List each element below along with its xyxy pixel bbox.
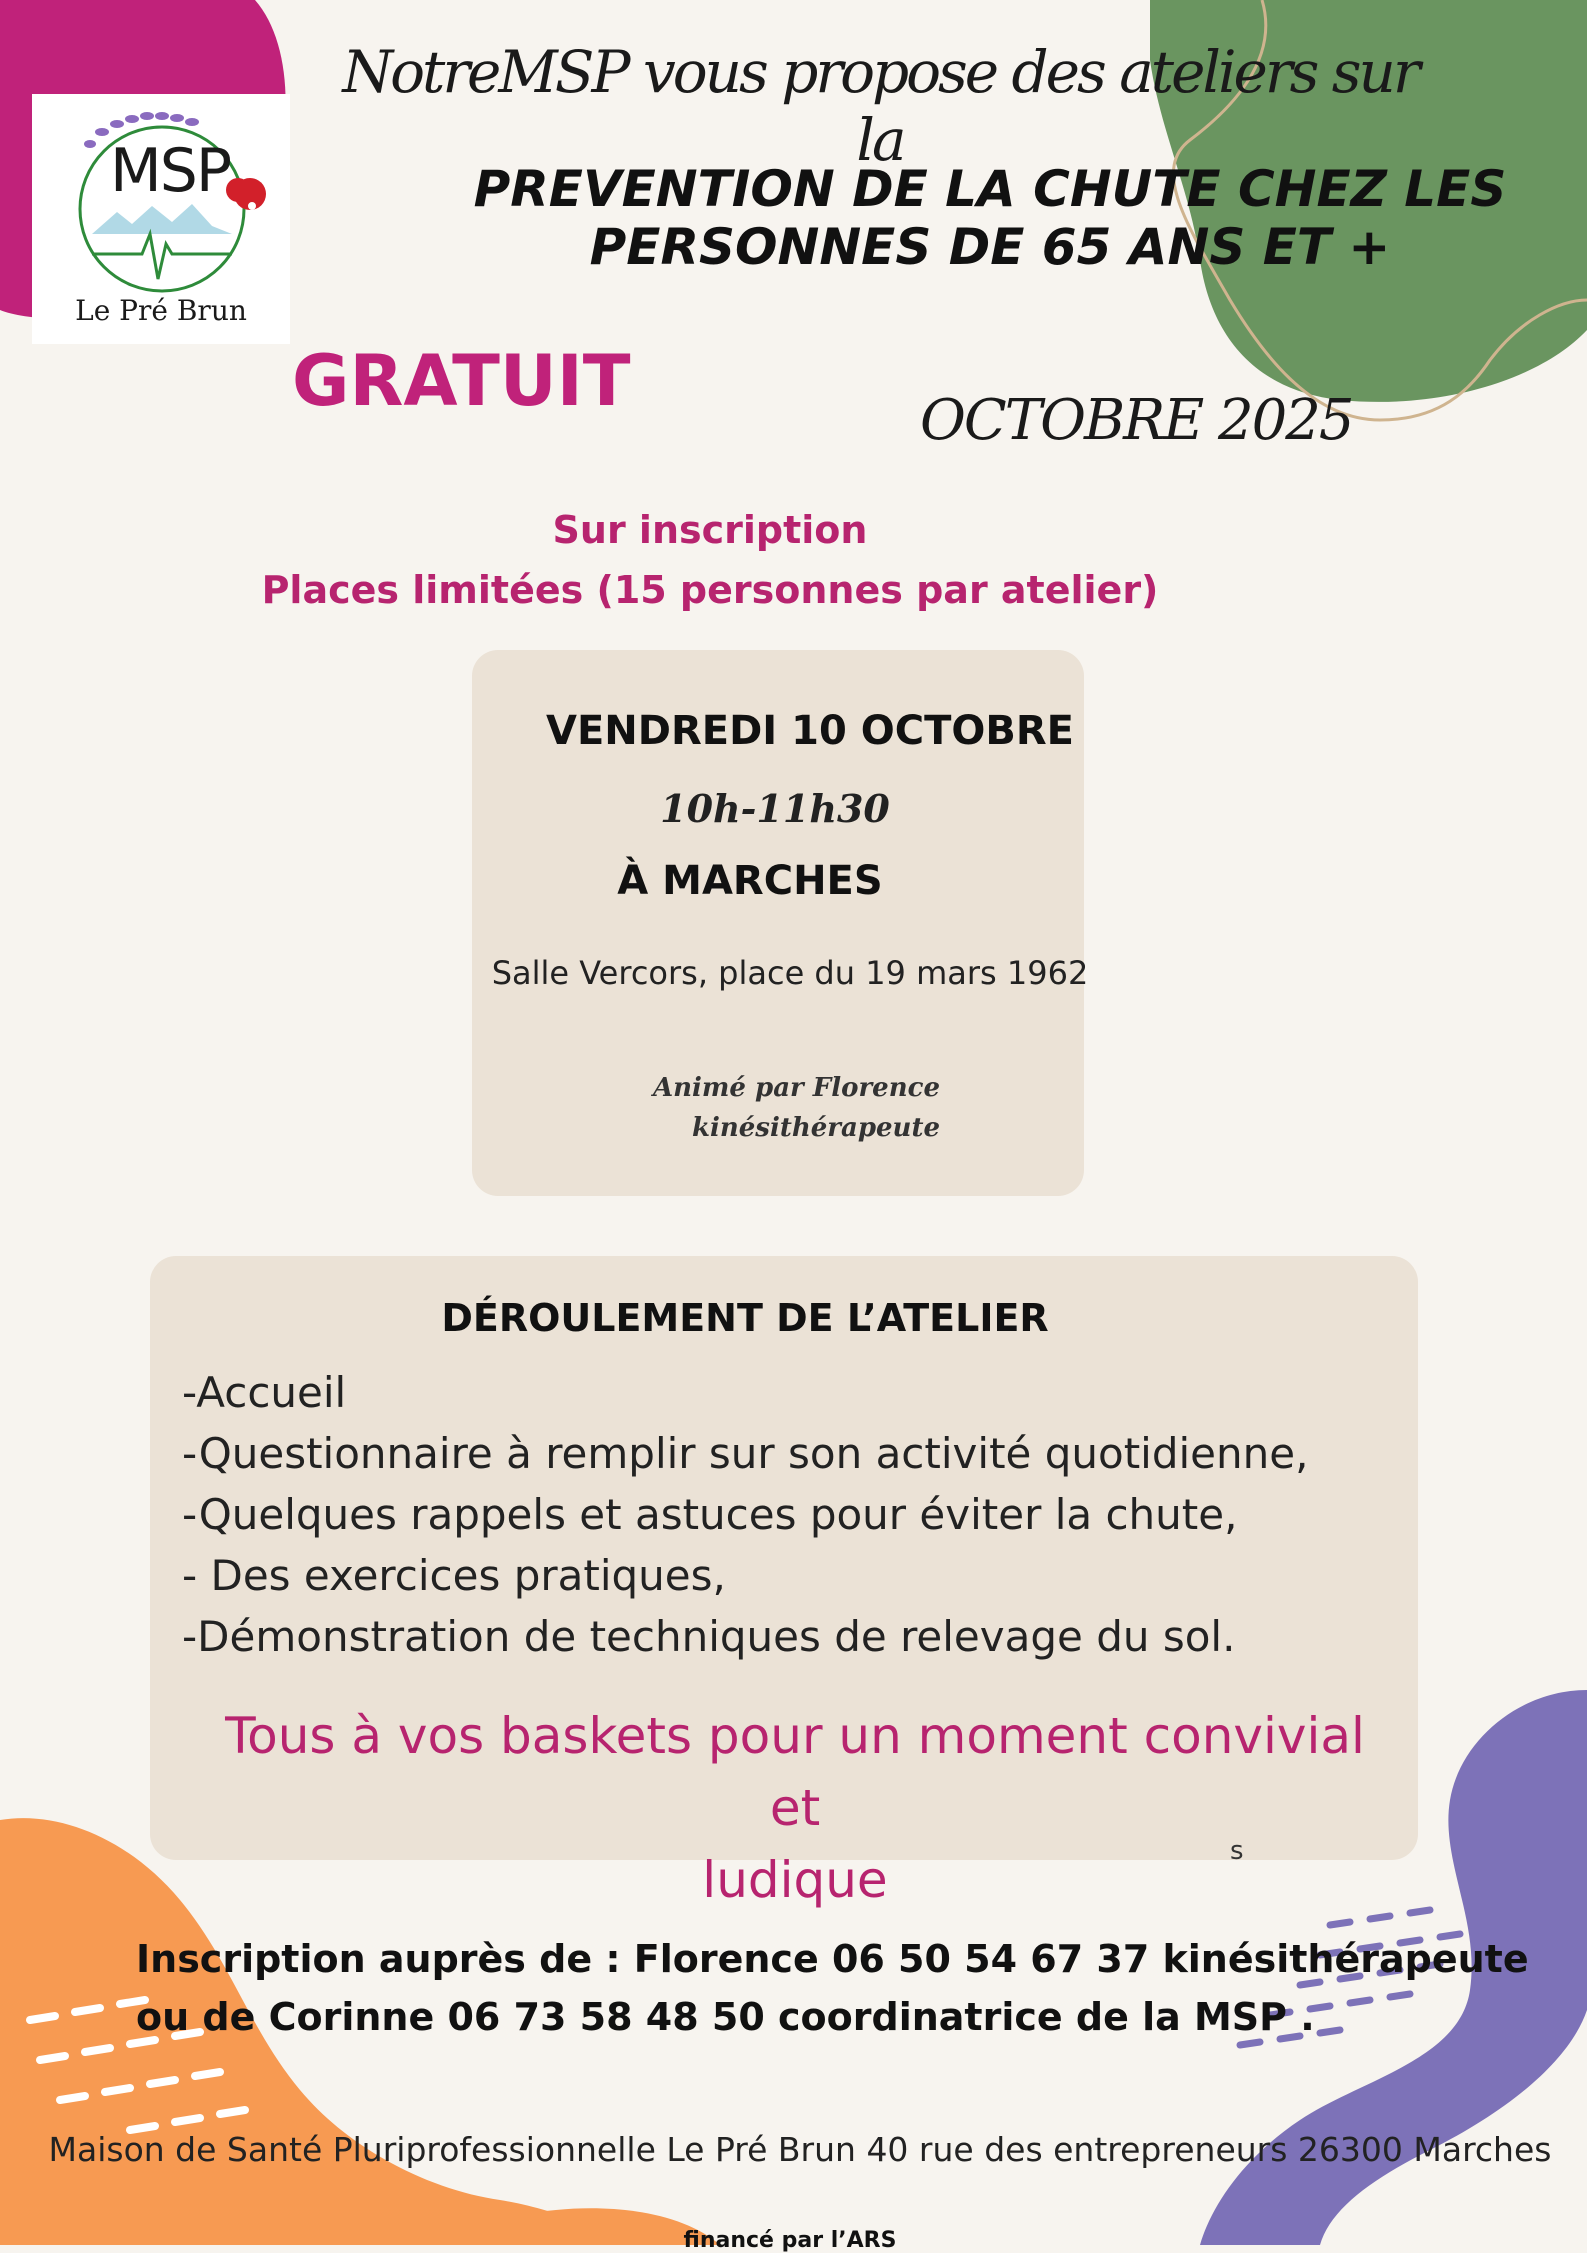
- contact-info: [136, 1930, 1556, 2046]
- session-day: VENDREDI 10 OCTOBRE: [546, 708, 1074, 754]
- contact-line-2: ou de Corinne 06 73 58 48 50 coordinatrice de la MSP .: [136, 1995, 1315, 2039]
- contact-line-1: Inscription auprès de : Florence 06 50 54 67 37 kinésithérapeute: [136, 1937, 1529, 1981]
- registration-line-2: Places limitées (15 personnes par atelier): [261, 568, 1159, 612]
- registration-line-1: Sur inscription: [552, 508, 868, 552]
- logo-name: Le Pré Brun: [75, 294, 247, 327]
- program-step: -Questionnaire à remplir sur son activité quotidienne,: [182, 1429, 1309, 1478]
- program-step: -Accueil: [182, 1368, 347, 1417]
- program-step: -Démonstration de techniques de relevage du sol.: [182, 1612, 1236, 1661]
- logo-initials: MSP: [110, 136, 231, 206]
- stray-character: s: [1230, 1836, 1244, 1866]
- slogan-line-2: ludique: [702, 1851, 888, 1909]
- session-address: Salle Vercors, place du 19 mars 1962: [491, 954, 1089, 992]
- program-step: - Des exercices pratiques,: [182, 1551, 726, 1600]
- msp-logo: [32, 94, 290, 344]
- price-label: GRATUIT: [292, 340, 631, 422]
- headline: [430, 160, 1550, 276]
- registration-info: [200, 500, 1220, 620]
- program-step: -Quelques rappels et astuces pour éviter la chute,: [182, 1490, 1238, 1539]
- slogan-line-1: Tous à vos baskets pour un moment convivial et: [225, 1707, 1365, 1837]
- host-line-1: Animé par Florence: [652, 1073, 940, 1103]
- slogan: [195, 1700, 1395, 1916]
- session-host: [600, 1068, 940, 1148]
- session-time: 10h-11h30: [660, 786, 890, 831]
- host-line-2: kinésithérapeute: [691, 1113, 940, 1143]
- headline-line-2: PERSONNES DE 65 ANS ET +: [589, 218, 1391, 276]
- headline-line-1: PREVENTION DE LA CHUTE CHEZ LES: [473, 160, 1507, 218]
- program-title: DÉROULEMENT DE L’ATELIER: [441, 1296, 1049, 1340]
- footer-address: Maison de Santé Pluriprofessionnelle Le Pré Brun 40 rue des entrepreneurs 26300 Marches: [48, 2130, 1552, 2169]
- funded-by: financé par l’ARS: [683, 2228, 897, 2253]
- program-steps: [182, 1362, 1402, 1667]
- month-label: OCTOBRE 2025: [920, 388, 1353, 453]
- session-place: À MARCHES: [617, 858, 883, 904]
- intro-text: NotreMSP vous propose des ateliers sur la: [342, 38, 1418, 174]
